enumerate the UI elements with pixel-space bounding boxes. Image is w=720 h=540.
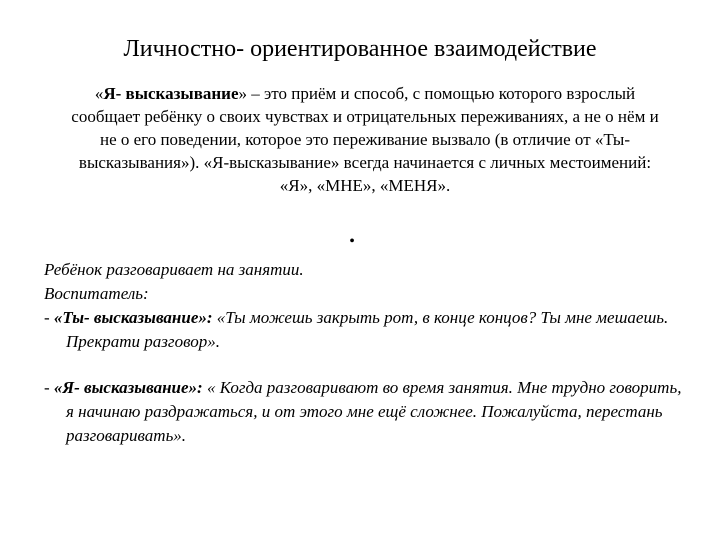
definition-text: » – это приём и способ, с помощью которого взрослый сообщает ребёнку о своих чувствах и отрицательных переживаниях, а не о нём и не о его поведении, которое это переживание вызвало (в отличие от «Ты- высказывания»). «Я-высказывание» всегда начинается с личных местоимений: «Я», «МНЕ», «МЕНЯ». [71, 84, 659, 195]
slide-title: Личностно- ориентированное взаимодействие [123, 36, 597, 62]
ty-statement-text: «Ты можешь закрыть рот, в конце концов? Ты мне мешаешь. Прекрати разговор». [66, 308, 669, 351]
examples-block [44, 258, 684, 448]
dash: - [44, 308, 54, 327]
teacher-label: Воспитатель: [44, 284, 149, 303]
ty-statement-label: «Ты- высказывание»: [53, 308, 213, 327]
situation-line: Ребёнок разговаривает на занятии. [44, 260, 304, 279]
ya-statement-text: « Когда разговаривают во время занятия. Мне трудно говорить, я начинаю раздражаться, и от этого мне ещё сложнее. Пожалуйста, перестань разговаривать». [66, 378, 682, 445]
ya-statement-example [44, 376, 684, 448]
term-ya-statement: Я- высказывание [103, 84, 239, 103]
dash: - [44, 378, 54, 397]
definition-paragraph [70, 82, 660, 197]
bullet-marker: • [349, 233, 355, 250]
ty-statement-example [44, 306, 684, 354]
open-quote: « [94, 84, 104, 103]
ya-statement-label: «Я- высказывание»: [53, 378, 203, 397]
